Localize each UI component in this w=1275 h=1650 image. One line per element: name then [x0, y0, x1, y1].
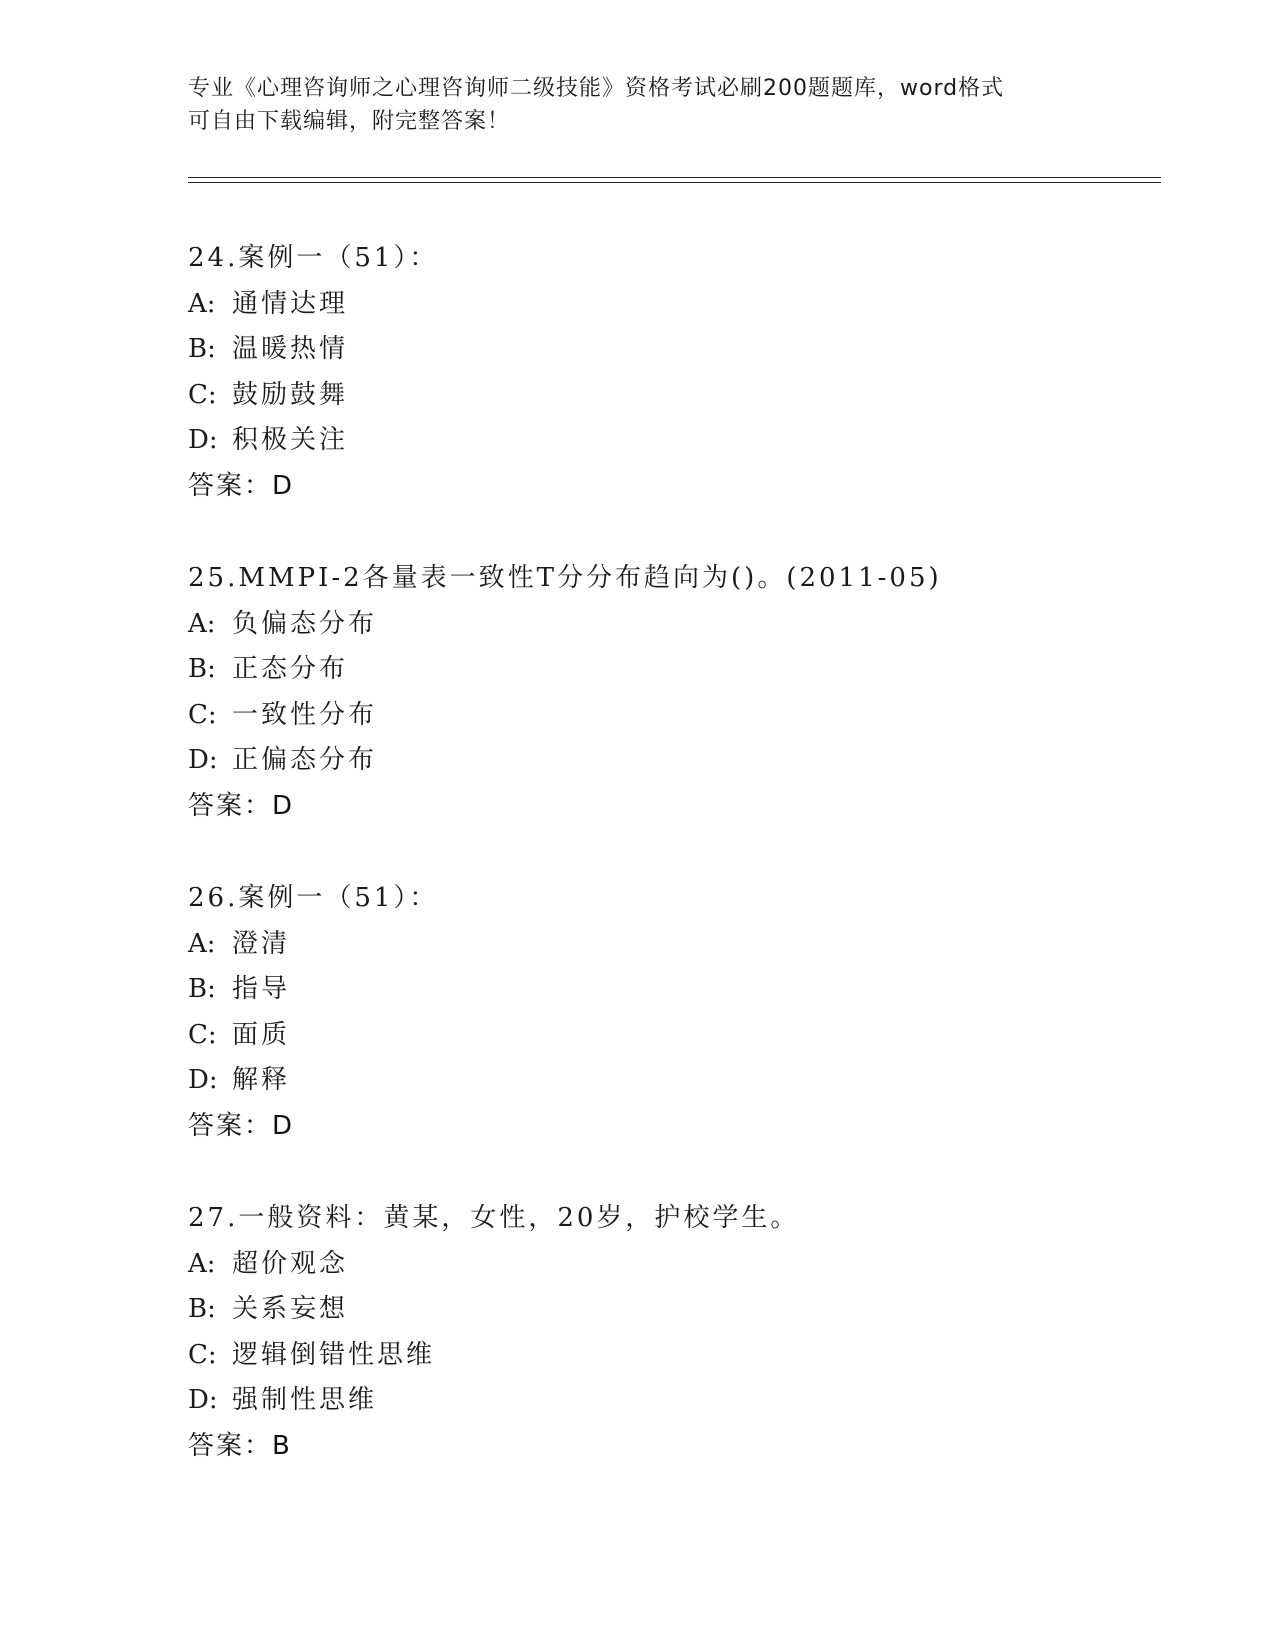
option-b	[188, 327, 1148, 373]
option-text: 一致性分布	[232, 699, 378, 730]
answer-line	[188, 1104, 1148, 1150]
option-d	[188, 418, 1148, 464]
option-a	[188, 282, 1148, 328]
option-text: 指导	[232, 974, 291, 1004]
option-letter: A:	[188, 928, 216, 959]
document-header	[188, 72, 1088, 138]
header-line-1: 专业《心理咨询师之心理咨询师二级技能》资格考试必刷200题题库，word格式	[188, 76, 1005, 101]
option-letter: B:	[188, 654, 216, 684]
option-b	[188, 1287, 1148, 1333]
option-c	[188, 373, 1148, 419]
answer-value: D	[272, 1110, 293, 1141]
option-text: 解释	[232, 1065, 291, 1095]
option-text: 正态分布	[232, 654, 349, 684]
option-letter: A:	[188, 608, 216, 639]
option-text: 澄清	[232, 928, 291, 959]
header-line-2: 可自由下载编辑，附完整答案！	[188, 109, 511, 134]
question-list	[188, 236, 1148, 1516]
question-stem: 26.案例一（51）：	[188, 883, 439, 913]
option-letter: D:	[188, 425, 218, 455]
answer-label: 答案：	[188, 790, 273, 821]
option-b	[188, 967, 1148, 1013]
option-text: 超价观念	[232, 1248, 349, 1279]
question-stem: 27.一般资料：黄某，女性，20岁，护校学生。	[188, 1203, 800, 1233]
option-c	[188, 1013, 1148, 1059]
option-c	[188, 1333, 1148, 1379]
question-item	[188, 556, 1148, 876]
answer-line	[188, 784, 1148, 830]
option-letter: D:	[188, 745, 218, 775]
option-text: 关系妄想	[232, 1294, 349, 1324]
option-text: 通情达理	[232, 288, 349, 319]
option-letter: C:	[188, 699, 217, 730]
option-letter: D:	[188, 1385, 218, 1415]
answer-label: 答案：	[188, 1430, 273, 1461]
option-text: 强制性思维	[232, 1385, 378, 1415]
option-c	[188, 693, 1148, 739]
option-a	[188, 922, 1148, 968]
option-letter: B:	[188, 334, 216, 364]
option-text: 逻辑倒错性思维	[232, 1339, 436, 1370]
option-a	[188, 1242, 1148, 1288]
question-stem: 25.MMPI-2各量表一致性T分分布趋向为()。(2011-05)	[188, 563, 942, 593]
answer-value: D	[272, 790, 293, 821]
option-a	[188, 602, 1148, 648]
answer-line	[188, 464, 1148, 510]
option-letter: A:	[188, 288, 216, 319]
option-text: 正偏态分布	[232, 745, 378, 775]
option-letter: C:	[188, 1339, 217, 1370]
option-letter: D:	[188, 1065, 218, 1095]
question-stem: 24.案例一（51）：	[188, 243, 439, 273]
option-letter: C:	[188, 1019, 217, 1050]
option-d	[188, 1378, 1148, 1424]
option-b	[188, 647, 1148, 693]
answer-value: D	[272, 470, 293, 501]
option-text: 鼓励鼓舞	[232, 379, 349, 410]
option-letter: B:	[188, 1294, 216, 1324]
option-text: 温暖热情	[232, 334, 349, 364]
answer-label: 答案：	[188, 470, 273, 501]
answer-label: 答案：	[188, 1110, 273, 1141]
header-divider-top	[188, 177, 1161, 178]
option-text: 积极关注	[232, 425, 349, 455]
option-d	[188, 1058, 1148, 1104]
question-item	[188, 1196, 1148, 1516]
answer-line	[188, 1424, 1148, 1470]
option-letter: A:	[188, 1248, 216, 1279]
option-letter: C:	[188, 379, 217, 410]
option-letter: B:	[188, 974, 216, 1004]
answer-value: B	[272, 1430, 290, 1461]
header-divider-bottom	[188, 182, 1161, 183]
question-item	[188, 876, 1148, 1196]
option-d	[188, 738, 1148, 784]
option-text: 负偏态分布	[232, 608, 378, 639]
option-text: 面质	[232, 1019, 291, 1050]
question-item	[188, 236, 1148, 556]
